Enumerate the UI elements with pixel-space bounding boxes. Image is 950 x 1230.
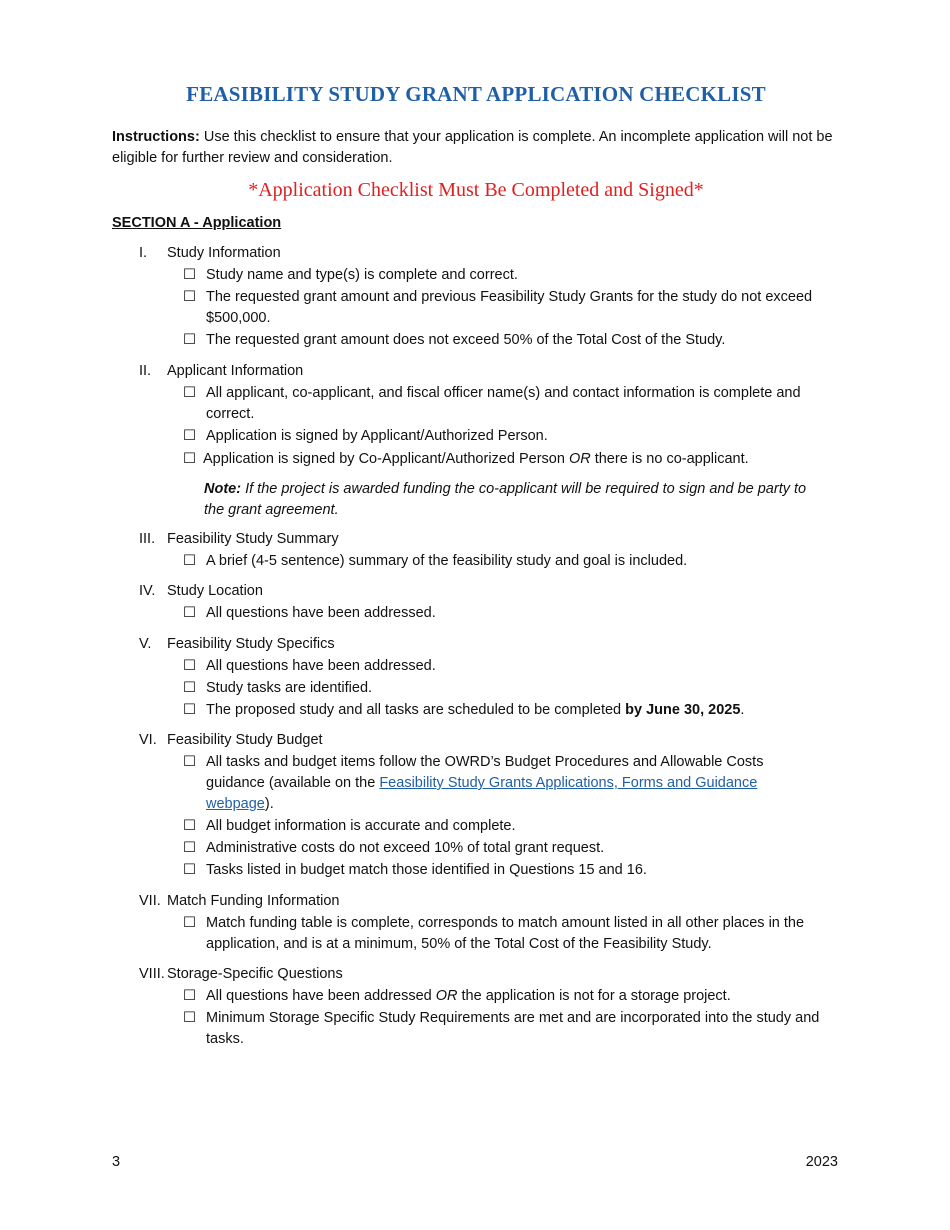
item-text-or: OR <box>435 988 458 1004</box>
section-title: Applicant Information <box>167 363 304 379</box>
checkbox[interactable]: ☐ <box>183 289 196 305</box>
checklist-item <box>139 330 846 351</box>
checklist-item <box>139 913 846 955</box>
note-text: If the project is awarded funding the co-applicant will be required to sign and be party to the grant agreement. <box>204 481 807 518</box>
section-header <box>139 730 846 751</box>
footer-year: 2023 <box>805 1154 838 1170</box>
section-title: Storage-Specific Questions <box>167 966 343 982</box>
section-header <box>139 634 846 655</box>
instructions-label: Instructions: <box>112 129 200 145</box>
section-title: Study Information <box>167 245 281 261</box>
section-number: VI. <box>139 732 157 748</box>
section-number: II. <box>139 363 152 379</box>
item-text: A brief (4-5 sentence) summary of the feasibility study and goal is included. <box>206 553 688 569</box>
item-text: Administrative costs do not exceed 10% of total grant request. <box>206 840 605 856</box>
item-text <box>206 986 846 1007</box>
checkbox[interactable]: ☐ <box>183 818 196 834</box>
checklist-item <box>139 678 846 699</box>
checklist-item <box>139 603 846 624</box>
item-text <box>203 449 843 470</box>
section-number: VIII. <box>139 966 165 982</box>
section-a-heading: SECTION A - Application <box>112 215 282 231</box>
checklist-item <box>139 816 846 837</box>
checklist-item <box>139 1008 826 1050</box>
page-title: FEASIBILITY STUDY GRANT APPLICATION CHECKLIST <box>186 82 766 106</box>
section-ii <box>139 361 846 521</box>
section-header <box>139 581 846 602</box>
checklist-item <box>139 449 843 470</box>
instructions-text: Use this checklist to ensure that your application is complete. An incomplete application will not be eligible for further review and consideration. <box>112 129 833 166</box>
checkbox[interactable]: ☐ <box>183 702 196 718</box>
checkbox[interactable]: ☐ <box>183 988 196 1004</box>
checklist-item <box>139 700 846 721</box>
item-text-or: OR <box>568 451 591 467</box>
section-i <box>139 243 846 351</box>
section-number: IV. <box>139 583 156 599</box>
checkbox[interactable]: ☐ <box>183 680 196 696</box>
checkbox[interactable]: ☐ <box>183 332 196 348</box>
section-header <box>139 361 846 382</box>
section-header <box>139 529 846 550</box>
section-vii <box>139 891 846 955</box>
section-title: Feasibility Study Summary <box>167 531 339 547</box>
deadline-date: by June 30, 2025 <box>625 702 741 718</box>
checkbox[interactable]: ☐ <box>183 915 196 931</box>
item-text: All questions have been addressed. <box>206 658 436 674</box>
checklist-item <box>139 265 846 286</box>
checklist-item <box>139 838 846 859</box>
section-title: Match Funding Information <box>167 893 340 909</box>
checklist-item <box>139 551 846 572</box>
checklist-item <box>139 860 846 881</box>
must-complete-notice: *Application Checklist Must Be Completed and Signed* <box>248 179 704 201</box>
item-text-pre: The proposed study and all tasks are scheduled to be completed <box>206 702 626 718</box>
checkbox[interactable]: ☐ <box>183 862 196 878</box>
checkbox[interactable]: ☐ <box>183 451 196 467</box>
item-text <box>206 752 826 815</box>
section-v <box>139 634 846 721</box>
item-text: The requested grant amount and previous Feasibility Study Grants for the study do not exceed $500,000. <box>206 289 813 326</box>
checklist-item <box>139 986 846 1007</box>
section-title: Feasibility Study Budget <box>167 732 323 748</box>
section-viii <box>139 964 846 1050</box>
section-number: VII. <box>139 893 161 909</box>
item-text-pre: All tasks and budget items follow the OWRD’s Budget Procedures and Allowable Costs guidance (available on the <box>206 754 764 791</box>
section-iv <box>139 581 846 624</box>
section-title: Feasibility Study Specifics <box>167 636 335 652</box>
checkbox[interactable]: ☐ <box>183 1010 196 1026</box>
checkbox[interactable]: ☐ <box>183 605 196 621</box>
section-number: III. <box>139 531 156 547</box>
item-text: Tasks listed in budget match those identified in Questions 15 and 16. <box>206 862 647 878</box>
item-text-post: ). <box>264 796 274 812</box>
section-title: Study Location <box>167 583 263 599</box>
item-text-pre: All questions have been addressed <box>206 988 436 1004</box>
checklist-item <box>139 383 836 425</box>
item-text-post: the application is not for a storage project. <box>457 988 731 1004</box>
checkbox[interactable]: ☐ <box>183 553 196 569</box>
note-label: Note: <box>204 481 242 497</box>
checkbox[interactable]: ☐ <box>183 428 196 444</box>
section-header <box>139 891 846 912</box>
checkbox[interactable]: ☐ <box>183 658 196 674</box>
item-text <box>206 700 846 721</box>
item-text: Minimum Storage Specific Study Requirements are met and are incorporated into the study and tasks. <box>206 1010 820 1047</box>
item-text-post: there is no co-applicant. <box>590 451 749 467</box>
section-number: I. <box>139 245 148 261</box>
item-text: All questions have been addressed. <box>206 605 436 621</box>
checkbox[interactable]: ☐ <box>183 385 196 401</box>
item-text-post: . <box>740 702 745 718</box>
item-text: All applicant, co-applicant, and fiscal officer name(s) and contact information is complete and correct. <box>206 385 801 422</box>
item-text: Study name and type(s) is complete and correct. <box>206 267 518 283</box>
item-text-pre: Application is signed by Co-Applicant/Authorized Person <box>203 451 569 467</box>
item-text: The requested grant amount does not exceed 50% of the Total Cost of the Study. <box>206 332 726 348</box>
checklist-item <box>139 656 846 677</box>
section-vi <box>139 730 846 881</box>
checklist-item <box>139 426 846 447</box>
item-text: All budget information is accurate and complete. <box>206 818 516 834</box>
checklist-item <box>139 287 826 329</box>
co-applicant-note <box>139 479 824 521</box>
checkbox[interactable]: ☐ <box>183 840 196 856</box>
section-number: V. <box>139 636 152 652</box>
section-header <box>139 243 846 264</box>
section-iii <box>139 529 846 572</box>
checkbox[interactable]: ☐ <box>183 754 196 770</box>
item-text: Application is signed by Applicant/Authorized Person. <box>206 428 548 444</box>
page-number: 3 <box>112 1154 121 1170</box>
section-header <box>139 964 846 985</box>
item-text: Study tasks are identified. <box>206 680 373 696</box>
guidance-webpage-link[interactable]: Feasibility Study Grants Applications, Forms and Guidance webpage <box>206 775 758 812</box>
item-text: Match funding table is complete, corresponds to match amount listed in all other places in the application, and is at a minimum, 50% of the Total Cost of the Feasibility Study. <box>206 915 805 952</box>
checklist-item <box>139 752 826 815</box>
checkbox[interactable]: ☐ <box>183 267 196 283</box>
instructions <box>112 127 840 169</box>
